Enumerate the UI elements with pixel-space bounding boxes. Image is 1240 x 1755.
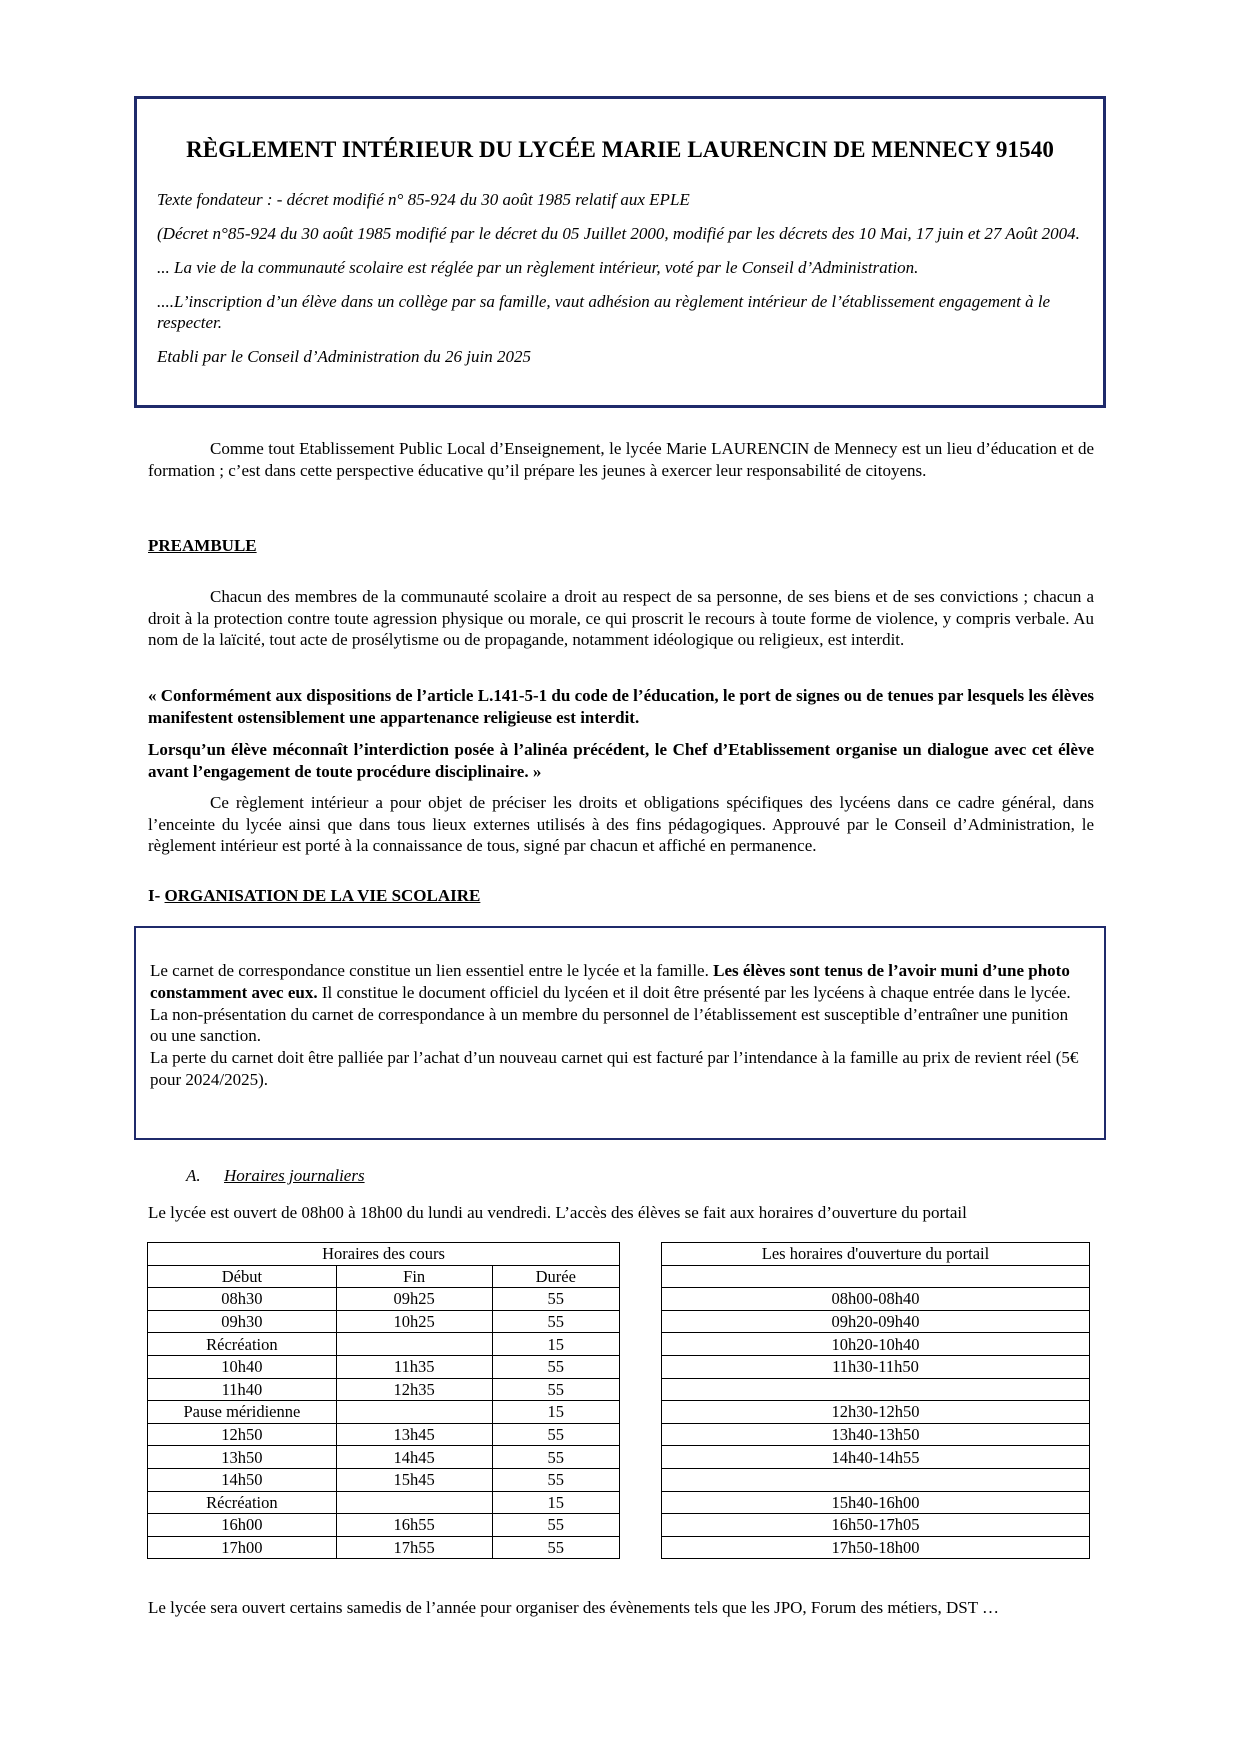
- table-cell: Pause méridienne: [148, 1401, 337, 1424]
- table-cell: 55: [492, 1355, 619, 1378]
- header-line: (Décret n°85-924 du 30 août 1985 modifié par le décret du 05 Juillet 2000, modifié par les décrets des 10 Mai, 17 juin et 27 Août 2004.: [157, 224, 1080, 243]
- table-row: [662, 1536, 1090, 1559]
- table-row: [662, 1243, 1090, 1266]
- preambule-heading: PREAMBULE: [148, 536, 257, 555]
- header-line: Texte fondateur : - décret modifié n° 85-924 du 30 août 1985 relatif aux EPLE: [157, 190, 690, 209]
- table-cell: 12h35: [336, 1378, 492, 1401]
- table-row: [662, 1446, 1090, 1469]
- table-cell: [336, 1333, 492, 1356]
- header-line: ... La vie de la communauté scolaire est réglée par un règlement intérieur, voté par le Conseil d’Administration.: [157, 258, 919, 277]
- table-row: [662, 1378, 1090, 1401]
- table-header-cell: Début: [148, 1265, 337, 1288]
- table-row: [148, 1355, 620, 1378]
- table-row: [148, 1491, 620, 1514]
- carnet-text-part: Il constitue le document officiel du lycéen et il doit être présenté par les lycéens à chaque entrée dans le lycée.: [317, 982, 1071, 1002]
- table-cell: 16h00: [148, 1514, 337, 1537]
- table-cell: 55: [492, 1468, 619, 1491]
- table-cell: 11h35: [336, 1355, 492, 1378]
- table-cell: 10h20-10h40: [662, 1333, 1090, 1356]
- horaires-footer: Le lycée sera ouvert certains samedis de l’année pour organiser des évènements tels que les JPO, Forum des métiers, DST …: [148, 1598, 1000, 1617]
- table-cell: 13h40-13h50: [662, 1423, 1090, 1446]
- carnet-text-part: Le carnet de correspondance constitue un lien essentiel entre le lycée et la famille.: [150, 961, 714, 980]
- preambule-paragraph: Ce règlement intérieur a pour objet de préciser les droits et obligations spécifiques des lycéens dans ce cadre général, dans l’enceinte du lycée ainsi que dans tous lieux externes utilisés à des fins pédagogiques. Approuvé par le Conseil d’Administration, le règlement intérieur est porté à la connaissance de tous, signé par chacun et affiché en permanence.: [148, 793, 1094, 855]
- table-cell: [662, 1378, 1090, 1401]
- table-header-row: [148, 1265, 620, 1288]
- table-cell: 09h25: [336, 1288, 492, 1311]
- table-cell: 55: [492, 1446, 619, 1469]
- table-cell: [336, 1401, 492, 1424]
- table-cell: 10h25: [336, 1310, 492, 1333]
- table-row: [662, 1288, 1090, 1311]
- table-row: [148, 1243, 620, 1266]
- table-cell: 17h55: [336, 1536, 492, 1559]
- table-cell: Récréation: [148, 1491, 337, 1514]
- table-cell: 14h50: [148, 1468, 337, 1491]
- subsection-number: A.: [186, 1166, 201, 1185]
- header-line: ....L’inscription d’un élève dans un collège par sa famille, vaut adhésion au règlement intérieur de l’établissement engagement à le respecter.: [157, 292, 1051, 332]
- table-cell: 55: [492, 1288, 619, 1311]
- table-row: [662, 1265, 1090, 1288]
- table-row: [662, 1514, 1090, 1537]
- table-header-cell: Fin: [336, 1265, 492, 1288]
- section-title: ORGANISATION DE LA VIE SCOLAIRE: [164, 886, 481, 905]
- subsection-heading: [186, 1166, 365, 1186]
- header-line: Etabli par le Conseil d’Administration du 26 juin 2025: [157, 347, 531, 366]
- table-cell: 16h50-17h05: [662, 1514, 1090, 1537]
- table-row: [148, 1288, 620, 1311]
- table-cell: 55: [492, 1378, 619, 1401]
- table-row: [148, 1536, 620, 1559]
- section-number: I-: [148, 886, 165, 905]
- table-cell: 17h50-18h00: [662, 1536, 1090, 1559]
- table-cell: 09h30: [148, 1310, 337, 1333]
- table-cell: 15: [492, 1491, 619, 1514]
- table-cell: 14h40-14h55: [662, 1446, 1090, 1469]
- header-box: [134, 96, 1106, 408]
- preambule-paragraph: « Conformément aux dispositions de l’article L.141-5-1 du code de l’éducation, le port de signes ou de tenues par lesquels les élèves manifestent ostensiblement une appartenance religieuse est interdit.: [148, 686, 1094, 727]
- carnet-box: [134, 926, 1106, 1140]
- horaires-cours-table: [147, 1242, 620, 1559]
- table-row: [148, 1333, 620, 1356]
- table-row: [148, 1401, 620, 1424]
- table-title-cell: Horaires des cours: [148, 1243, 620, 1266]
- table-cell: [336, 1491, 492, 1514]
- table-cell: 55: [492, 1423, 619, 1446]
- carnet-text-part: La non-présentation du carnet de correspondance à un membre du personnel de l’établissement est susceptible d’entraîner une punition ou une sanction.: [150, 1004, 1069, 1046]
- table-cell: [662, 1265, 1090, 1288]
- table-cell: 13h50: [148, 1446, 337, 1469]
- table-row: [148, 1514, 620, 1537]
- table-cell: 55: [492, 1310, 619, 1333]
- table-row: [662, 1355, 1090, 1378]
- horaires-intro: Le lycée est ouvert de 08h00 à 18h00 du lundi au vendredi. L’accès des élèves se fait aux horaires d’ouverture du portail: [148, 1203, 967, 1222]
- table-row: [662, 1491, 1090, 1514]
- document-title: RÈGLEMENT INTÉRIEUR DU LYCÉE MARIE LAURENCIN DE MENNECY 91540: [186, 137, 1054, 162]
- table-row: [662, 1468, 1090, 1491]
- table-cell: 08h00-08h40: [662, 1288, 1090, 1311]
- table-cell: 08h30: [148, 1288, 337, 1311]
- table-cell: 13h45: [336, 1423, 492, 1446]
- table-row: [662, 1310, 1090, 1333]
- table-cell: 15h45: [336, 1468, 492, 1491]
- table-cell: 17h00: [148, 1536, 337, 1559]
- table-cell: Récréation: [148, 1333, 337, 1356]
- table-cell: 11h30-11h50: [662, 1355, 1090, 1378]
- preambule-paragraph: Lorsqu’un élève méconnaît l’interdiction posée à l’alinéa précédent, le Chef d’Etablissement organise un dialogue avec cet élève avant l’engagement de toute procédure disciplinaire. »: [148, 740, 1094, 781]
- table-cell: 12h30-12h50: [662, 1401, 1090, 1424]
- table-cell: 16h55: [336, 1514, 492, 1537]
- table-cell: 09h20-09h40: [662, 1310, 1090, 1333]
- preambule-paragraph: Chacun des membres de la communauté scolaire a droit au respect de sa personne, de ses biens et de ses convictions ; chacun a droit à la protection contre toute agression physique ou morale, ce qui proscrit le recours à toute forme de violence, y compris verbale. Au nom de la laïcité, tout acte de prosélytisme ou de propagande, notamment idéologique ou religieux, est interdit.: [148, 587, 1094, 649]
- table-cell: 14h45: [336, 1446, 492, 1469]
- section-heading: [148, 886, 480, 906]
- table-row: [148, 1423, 620, 1446]
- table-row: [148, 1446, 620, 1469]
- table-cell: [662, 1468, 1090, 1491]
- table-row: [148, 1468, 620, 1491]
- table-cell: 10h40: [148, 1355, 337, 1378]
- table-cell: 55: [492, 1514, 619, 1537]
- carnet-text: [150, 960, 1080, 1091]
- table-cell: 15: [492, 1401, 619, 1424]
- table-cell: 11h40: [148, 1378, 337, 1401]
- intro-paragraph: Comme tout Etablissement Public Local d’Enseignement, le lycée Marie LAURENCIN de Mennecy est un lieu d’éducation et de formation ; c’est dans cette perspective éducative qu’il prépare les jeunes à exercer leur responsabilité de citoyens.: [148, 439, 1094, 480]
- carnet-text-part: La perte du carnet doit être palliée par l’achat d’un nouveau carnet qui est facturé par l’intendance à la famille au prix de revient réel (5€ pour 2024/2025).: [150, 1048, 1079, 1089]
- table-title-cell: Les horaires d'ouverture du portail: [662, 1243, 1090, 1266]
- carnet-text-bold: Les élèves sont tenus de l’avoir muni d’une photo constamment avec eux.: [150, 961, 1070, 1002]
- table-row: [148, 1310, 620, 1333]
- table-row: [662, 1423, 1090, 1446]
- table-cell: 12h50: [148, 1423, 337, 1446]
- table-cell: 55: [492, 1536, 619, 1559]
- subsection-title: Horaires journaliers: [224, 1166, 365, 1185]
- table-header-cell: Durée: [492, 1265, 619, 1288]
- table-cell: 15: [492, 1333, 619, 1356]
- horaires-portail-table: [661, 1242, 1090, 1559]
- table-cell: 15h40-16h00: [662, 1491, 1090, 1514]
- table-row: [148, 1378, 620, 1401]
- table-row: [662, 1333, 1090, 1356]
- table-row: [662, 1401, 1090, 1424]
